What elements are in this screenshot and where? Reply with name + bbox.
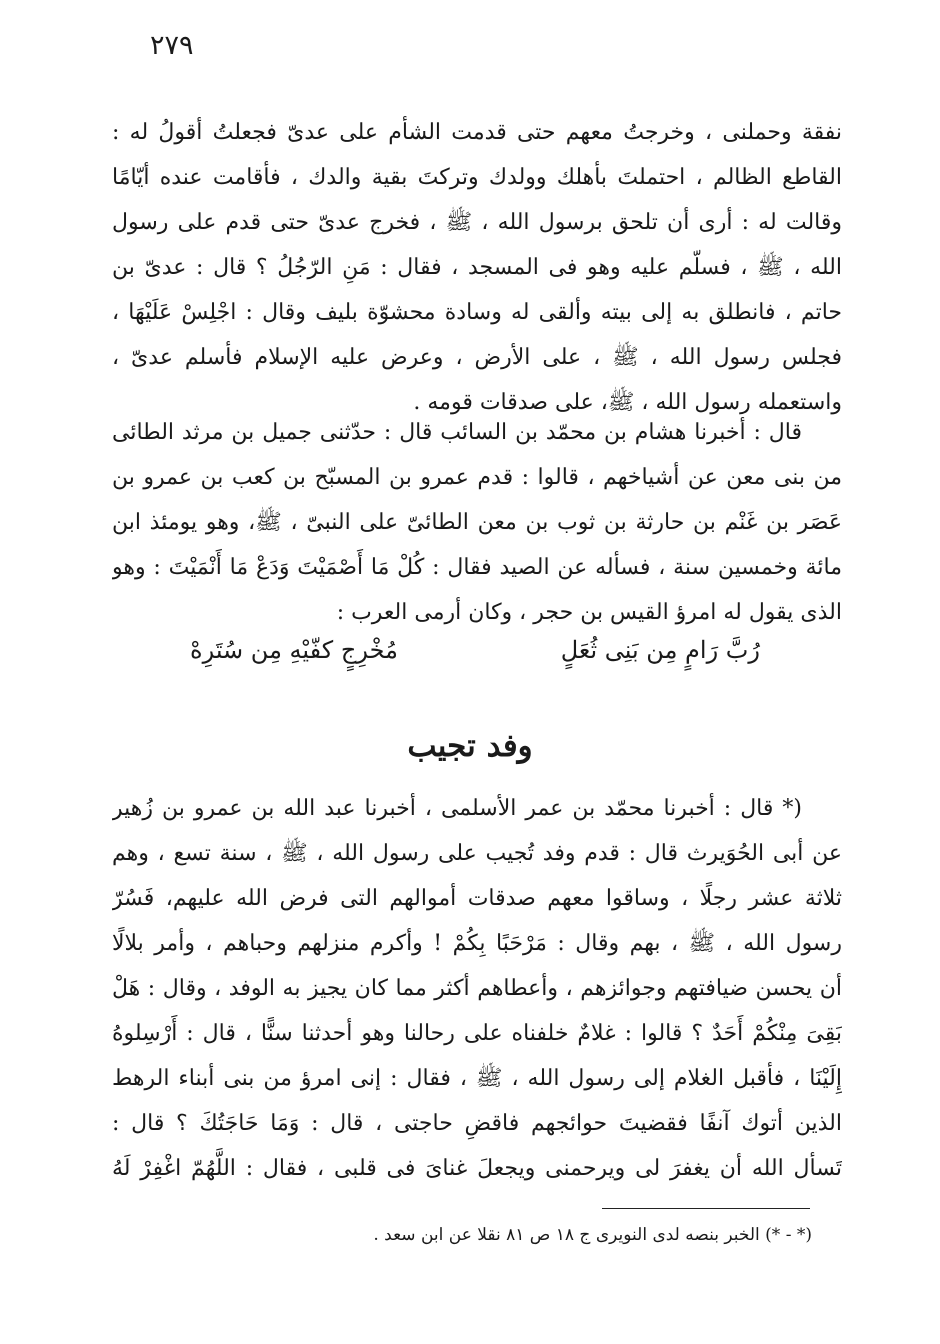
text-line: مائة وخمسين سنة ، فسأله عن الصيد فقال : كُلْ مَا أَصْمَيْتَ وَدَعْ مَا أَنْمَيْتَ : وهو xyxy=(112,555,842,580)
text-line: رسول الله ، ﷺ ، بهم وقال : مَرْحَبًا بِكُمْ ! وأكرم منزلهم وحباهم ، وأمر بلالًا xyxy=(112,931,842,956)
text-line: إِلَيْنَا ، فأقبل الغلام إلى رسول الله ، ﷺ ، فقال : إنى امرؤ من بنى أبناء الرهط xyxy=(112,1066,842,1091)
text-line: وقالت له : أرى أن تلحق برسول الله ، ﷺ ، فخرج عدىّ حتى قدم على رسول xyxy=(112,210,842,235)
text-line: من بنى معن عن أشياخهم ، قالوا : قدم عمرو بن المسبّح بن كعب بن عمرو بن xyxy=(112,465,842,490)
text-line: فجلس رسول الله ، ﷺ ، على الأرض ، وعرض عليه الإسلام فأسلم عدىّ ، xyxy=(112,345,842,370)
poetry-verse xyxy=(190,628,760,673)
footnote: (* - *) الخبر بنصه لدى النويرى ج ١٨ ص ٨١ نقلا عن ابن سعد . xyxy=(373,1225,812,1245)
paragraph-tujib-delegation xyxy=(112,786,842,1191)
paragraph-adi-story xyxy=(112,110,842,425)
text-line: نفقة وحملنى ، وخرجتُ معهم حتى قدمت الشأم على عدىّ فجعلتُ أقولُ له : xyxy=(112,120,842,145)
text-line: (* قال : أخبرنا محمّد بن عمر الأسلمى ، أخبرنا عبد الله بن عمرو بن زُهير xyxy=(112,796,802,821)
page-number: ٢٧٩ xyxy=(150,30,194,61)
text-line: حاتم ، فانطلق به إلى بيته وألقى له وسادة محشوّة بليف وقال : اجْلِسْ عَلَيْهَا ، xyxy=(112,300,842,325)
text-line: الذين أتوك آنفًا فقضيتَ حوائجهم فاقضِ حاجتى ، قال : وَمَا حَاجَتُكَ ؟ قال : xyxy=(112,1111,842,1136)
footnote-separator xyxy=(602,1208,810,1209)
text-line: ثلاثة عشر رجلًا ، وساقوا معهم صدقات أموالهم التى فرض الله عليهم، فَسُرّ xyxy=(112,886,842,911)
text-line: القاطع الظالم ، احتملتَ بأهلك وولدك وتركتَ بقية والدك ، فأقامت عنده أيّامًا xyxy=(112,165,842,190)
text-line: عَصَر بن غَنْم بن حارثة بن ثوب بن معن الطائىّ على النبىّ ، ﷺ، وهو يومئذ ابن xyxy=(112,510,842,535)
text-line: بَقِىَ مِنْكُمْ أَحَدٌ ؟ قالوا : غلامٌ خلفناه على رحالنا وهو أحدثنا سنًّا ، قال : أَرْسِلوهُ xyxy=(112,1021,842,1046)
paragraph-amr-story xyxy=(112,410,842,635)
verse-first-hemistich: رُبَّ رَامٍ مِن بَنِى ثُعَلٍ xyxy=(560,636,760,664)
section-heading: وفد تجيب xyxy=(407,728,533,764)
text-line: تَسأل الله أن يغفرَ لى ويرحمنى ويجعلَ غناىَ فى قلبى ، فقال : اللَّهُمّ اغْفِرْ لَهُ xyxy=(112,1156,842,1181)
text-line: الله ، ﷺ ، فسلّم عليه وهو فى المسجد ، فقال : مَنِ الرّجُلُ ؟ قال : عدىّ بن xyxy=(112,255,842,280)
text-line: قال : أخبرنا هشام بن محمّد بن السائب قال : حدّثنى جميل بن مرثد الطائى xyxy=(112,420,802,445)
text-line: عن أبى الحُوَيرث قال : قدم وفد تُجيب على رسول الله ، ﷺ ، سنة تسع ، وهم xyxy=(112,841,842,866)
text-line: واستعمله رسول الله ، ﷺ، على صدقات قومه . xyxy=(413,390,842,415)
text-line: أن يحسن ضيافتهم وجوائزهم ، وأعطاهم أكثر مما كان يجيز به الوفد ، وقال : هَلْ xyxy=(112,976,842,1001)
text-line: الذى يقول له امرؤ القيس بن حجر ، وكان أرمى العرب : xyxy=(336,600,842,625)
verse-second-hemistich: مُخْرِجٍ كفّيْهِ مِن سُتَرِهْ xyxy=(190,636,398,664)
